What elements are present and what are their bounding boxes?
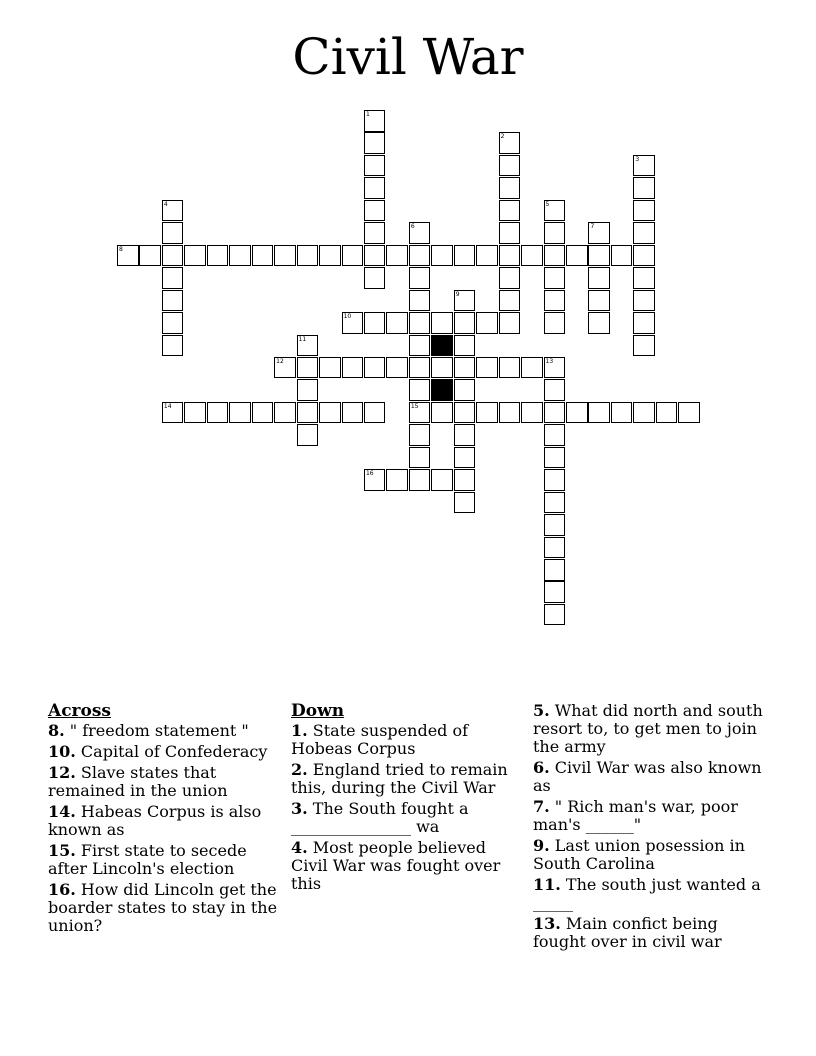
black-cell xyxy=(431,379,453,401)
grid-cell[interactable] xyxy=(409,222,431,244)
grid-cell[interactable] xyxy=(184,245,206,267)
grid-cell[interactable] xyxy=(117,245,139,267)
grid-cell[interactable] xyxy=(342,245,364,267)
grid-cell[interactable] xyxy=(229,245,251,267)
grid-cell[interactable] xyxy=(544,267,566,289)
clue-item xyxy=(533,759,765,795)
clue-item xyxy=(291,839,523,893)
cell-number: 6 xyxy=(410,223,415,231)
grid-cell[interactable] xyxy=(499,222,521,244)
clue-item xyxy=(48,722,280,740)
grid-cell[interactable] xyxy=(588,267,610,289)
clue-item xyxy=(291,800,523,836)
clue-item xyxy=(48,764,280,800)
grid-cell[interactable] xyxy=(544,537,566,559)
grid-cell[interactable] xyxy=(454,379,476,401)
grid-cell[interactable] xyxy=(364,312,386,334)
grid-cell[interactable] xyxy=(454,492,476,514)
cell-number: 10 xyxy=(343,313,352,321)
clue-number: 8. xyxy=(48,721,65,740)
clue-item xyxy=(533,876,765,912)
grid-cell[interactable] xyxy=(454,469,476,491)
grid-cell[interactable] xyxy=(454,357,476,379)
grid-cell[interactable] xyxy=(476,312,498,334)
grid-cell[interactable] xyxy=(633,290,655,312)
black-cell xyxy=(431,335,453,357)
clue-number: 11. xyxy=(533,875,561,894)
grid-cell[interactable] xyxy=(544,245,566,267)
cell-number: 11 xyxy=(298,335,307,343)
clue-item xyxy=(48,842,280,878)
cell-number: 8 xyxy=(119,245,123,253)
clue-text: Slave states that remained in the union xyxy=(48,763,228,800)
cell-number: 1 xyxy=(365,111,370,118)
grid-cell[interactable] xyxy=(454,424,476,446)
clue-item xyxy=(291,722,523,758)
grid-cell[interactable] xyxy=(499,245,521,267)
clue-text: Last union posession in South Carolina xyxy=(533,836,745,873)
cell-number: 16 xyxy=(365,470,374,478)
grid-cell[interactable] xyxy=(297,424,319,446)
grid-cell[interactable] xyxy=(588,222,610,244)
grid-cell[interactable] xyxy=(207,402,229,424)
clue-item xyxy=(533,837,765,873)
grid-cell[interactable] xyxy=(454,245,476,267)
grid-cell[interactable] xyxy=(162,245,184,267)
grid-cell[interactable] xyxy=(409,447,431,469)
grid-cell[interactable] xyxy=(409,402,431,424)
grid-cell[interactable] xyxy=(544,379,566,401)
grid-cell[interactable] xyxy=(207,245,229,267)
grid-cell[interactable] xyxy=(162,222,184,244)
grid-cell[interactable] xyxy=(588,290,610,312)
clue-text: Habeas Corpus is also known as xyxy=(48,802,262,839)
grid-cell[interactable] xyxy=(364,132,386,154)
grid-cell[interactable] xyxy=(521,357,543,379)
grid-cell[interactable] xyxy=(162,335,184,357)
clue-number: 15. xyxy=(48,841,76,860)
grid-cell[interactable] xyxy=(386,357,408,379)
grid-cell[interactable] xyxy=(633,245,655,267)
cell-number: 12 xyxy=(276,357,284,365)
grid-cell[interactable] xyxy=(342,357,364,379)
cell-number: 9 xyxy=(455,290,460,298)
grid-cell[interactable] xyxy=(409,335,431,357)
clue-text: Main confict being fought over in civil war xyxy=(533,914,722,951)
grid-cell[interactable] xyxy=(633,335,655,357)
clue-item xyxy=(48,881,280,935)
grid-cell[interactable] xyxy=(252,402,274,424)
grid-cell[interactable] xyxy=(162,402,184,424)
grid-cell[interactable] xyxy=(499,312,521,334)
grid-cell[interactable] xyxy=(364,469,386,491)
grid-cell[interactable] xyxy=(162,267,184,289)
clue-number: 12. xyxy=(48,763,76,782)
grid-cell[interactable] xyxy=(454,312,476,334)
grid-cell[interactable] xyxy=(476,402,498,424)
clue-number: 5. xyxy=(533,701,550,720)
grid-cell[interactable] xyxy=(544,492,566,514)
grid-cell[interactable] xyxy=(364,267,386,289)
down-clues xyxy=(291,702,523,896)
grid-cell[interactable] xyxy=(454,335,476,357)
clue-number: 1. xyxy=(291,721,308,740)
grid-cell[interactable] xyxy=(611,402,633,424)
grid-cell[interactable] xyxy=(364,402,386,424)
grid-cell[interactable] xyxy=(633,155,655,177)
grid-cell[interactable] xyxy=(431,469,453,491)
grid-cell[interactable] xyxy=(364,245,386,267)
clue-text: " Rich man's war, poor man's ______" xyxy=(533,797,738,834)
grid-cell[interactable] xyxy=(521,245,543,267)
grid-cell[interactable] xyxy=(499,177,521,199)
clue-item xyxy=(533,915,765,951)
grid-cell[interactable] xyxy=(139,245,161,267)
clue-text: England tried to remain this, during the Civil War xyxy=(291,760,508,797)
grid-cell[interactable] xyxy=(588,312,610,334)
grid-cell[interactable] xyxy=(544,424,566,446)
clue-text: Civil War was also known as xyxy=(533,758,762,795)
grid-cell[interactable] xyxy=(409,245,431,267)
grid-cell[interactable] xyxy=(499,132,521,154)
clue-number: 2. xyxy=(291,760,308,779)
grid-cell[interactable] xyxy=(454,290,476,312)
grid-cell[interactable] xyxy=(252,245,274,267)
grid-cell[interactable] xyxy=(566,402,588,424)
cell-number: 13 xyxy=(545,357,554,365)
grid-cell[interactable] xyxy=(274,402,296,424)
grid-cell[interactable] xyxy=(297,402,319,424)
cell-number: 5 xyxy=(545,200,550,208)
clue-text: " freedom statement " xyxy=(64,721,249,740)
grid-cell[interactable] xyxy=(633,222,655,244)
clue-number: 9. xyxy=(533,836,550,855)
grid-cell[interactable] xyxy=(588,402,610,424)
clue-item xyxy=(533,702,765,756)
clue-number: 13. xyxy=(533,914,561,933)
clue-text: The south just wanted a _____ xyxy=(533,875,761,912)
clue-number: 16. xyxy=(48,880,76,899)
grid-cell[interactable] xyxy=(544,604,566,626)
grid-cell[interactable] xyxy=(656,402,678,424)
grid-cell[interactable] xyxy=(544,357,566,379)
grid-cell[interactable] xyxy=(499,267,521,289)
grid-cell[interactable] xyxy=(476,245,498,267)
cell-number: 7 xyxy=(590,223,595,231)
down-heading: Down xyxy=(291,701,345,721)
grid-cell[interactable] xyxy=(566,245,588,267)
grid-cell[interactable] xyxy=(544,581,566,603)
clue-text: The South fought a _______________ wa xyxy=(291,799,469,836)
clue-item xyxy=(533,798,765,834)
grid-cell[interactable] xyxy=(544,402,566,424)
across-clues xyxy=(48,702,280,938)
grid-cell[interactable] xyxy=(499,357,521,379)
clue-number: 3. xyxy=(291,799,308,818)
grid-cell[interactable] xyxy=(364,177,386,199)
clue-text: How did Lincoln get the boarder states to stay in the union? xyxy=(48,880,278,935)
clue-number: 14. xyxy=(48,802,76,821)
grid-cell[interactable] xyxy=(544,469,566,491)
grid-cell[interactable] xyxy=(319,245,341,267)
grid-cell[interactable] xyxy=(431,245,453,267)
grid-cell[interactable] xyxy=(297,245,319,267)
clue-text: Capital of Confederacy xyxy=(75,742,268,761)
grid-cell[interactable] xyxy=(409,469,431,491)
grid-cell[interactable] xyxy=(431,402,453,424)
grid-cell[interactable] xyxy=(162,312,184,334)
grid-cell[interactable] xyxy=(431,357,453,379)
grid-cell[interactable] xyxy=(364,222,386,244)
grid-cell[interactable] xyxy=(274,245,296,267)
grid-cell[interactable] xyxy=(162,290,184,312)
grid-cell[interactable] xyxy=(364,357,386,379)
grid-cell[interactable] xyxy=(521,402,543,424)
grid-cell[interactable] xyxy=(342,402,364,424)
grid-cell[interactable] xyxy=(409,267,431,289)
grid-cell[interactable] xyxy=(162,200,184,222)
clue-text: State suspended of Hobeas Corpus xyxy=(291,721,469,758)
cell-number: 4 xyxy=(163,200,168,208)
cell-number: 14 xyxy=(163,402,172,410)
grid-cell[interactable] xyxy=(386,469,408,491)
clue-number: 7. xyxy=(533,797,550,816)
down-clues-continued xyxy=(533,702,765,954)
grid-cell[interactable] xyxy=(274,357,296,379)
grid-cell[interactable] xyxy=(454,447,476,469)
grid-cell[interactable] xyxy=(409,357,431,379)
grid-cell[interactable] xyxy=(499,200,521,222)
grid-cell[interactable] xyxy=(229,402,251,424)
grid-cell[interactable] xyxy=(633,402,655,424)
page-title: Civil War xyxy=(292,28,524,86)
grid-cell[interactable] xyxy=(544,514,566,536)
clue-text: What did north and south resort to, to get men to join the army xyxy=(533,701,763,756)
grid-cell[interactable] xyxy=(499,402,521,424)
grid-cell[interactable] xyxy=(588,245,610,267)
grid-cell[interactable] xyxy=(544,290,566,312)
across-heading: Across xyxy=(48,701,111,721)
grid-cell[interactable] xyxy=(499,155,521,177)
grid-cell[interactable] xyxy=(499,290,521,312)
grid-cell[interactable] xyxy=(611,245,633,267)
grid-cell[interactable] xyxy=(319,402,341,424)
grid-cell[interactable] xyxy=(386,312,408,334)
grid-cell[interactable] xyxy=(544,222,566,244)
grid-cell[interactable] xyxy=(319,357,341,379)
grid-cell[interactable] xyxy=(431,312,453,334)
clue-item xyxy=(291,761,523,797)
grid-cell[interactable] xyxy=(297,379,319,401)
grid-cell[interactable] xyxy=(184,402,206,424)
clue-number: 4. xyxy=(291,838,308,857)
clue-number: 10. xyxy=(48,742,76,761)
grid-cell[interactable] xyxy=(364,155,386,177)
grid-cell[interactable] xyxy=(409,379,431,401)
grid-cell[interactable] xyxy=(544,200,566,222)
grid-cell[interactable] xyxy=(544,559,566,581)
grid-cell[interactable] xyxy=(409,424,431,446)
grid-cell[interactable] xyxy=(476,357,498,379)
cell-number: 15 xyxy=(410,402,419,410)
grid-cell[interactable] xyxy=(386,245,408,267)
clue-number: 6. xyxy=(533,758,550,777)
grid-cell[interactable] xyxy=(342,312,364,334)
grid-cell[interactable] xyxy=(678,402,700,424)
grid-cell[interactable] xyxy=(633,267,655,289)
grid-cell[interactable] xyxy=(633,177,655,199)
grid-cell[interactable] xyxy=(633,200,655,222)
grid-cell[interactable] xyxy=(409,312,431,334)
grid-cell[interactable] xyxy=(409,290,431,312)
clue-item xyxy=(48,803,280,839)
grid-cell[interactable] xyxy=(544,447,566,469)
grid-cell[interactable] xyxy=(364,110,386,132)
grid-cell[interactable] xyxy=(297,335,319,357)
cell-number: 2 xyxy=(500,133,505,141)
clue-item xyxy=(48,743,280,761)
grid-cell[interactable] xyxy=(297,357,319,379)
grid-cell[interactable] xyxy=(454,402,476,424)
grid-cell[interactable] xyxy=(633,312,655,334)
grid-cell[interactable] xyxy=(544,312,566,334)
clue-text: First state to secede after Lincoln's election xyxy=(48,841,247,878)
clue-text: Most people believed Civil War was fought over this xyxy=(291,838,501,893)
grid-cell[interactable] xyxy=(364,200,386,222)
cell-number: 3 xyxy=(635,155,640,163)
